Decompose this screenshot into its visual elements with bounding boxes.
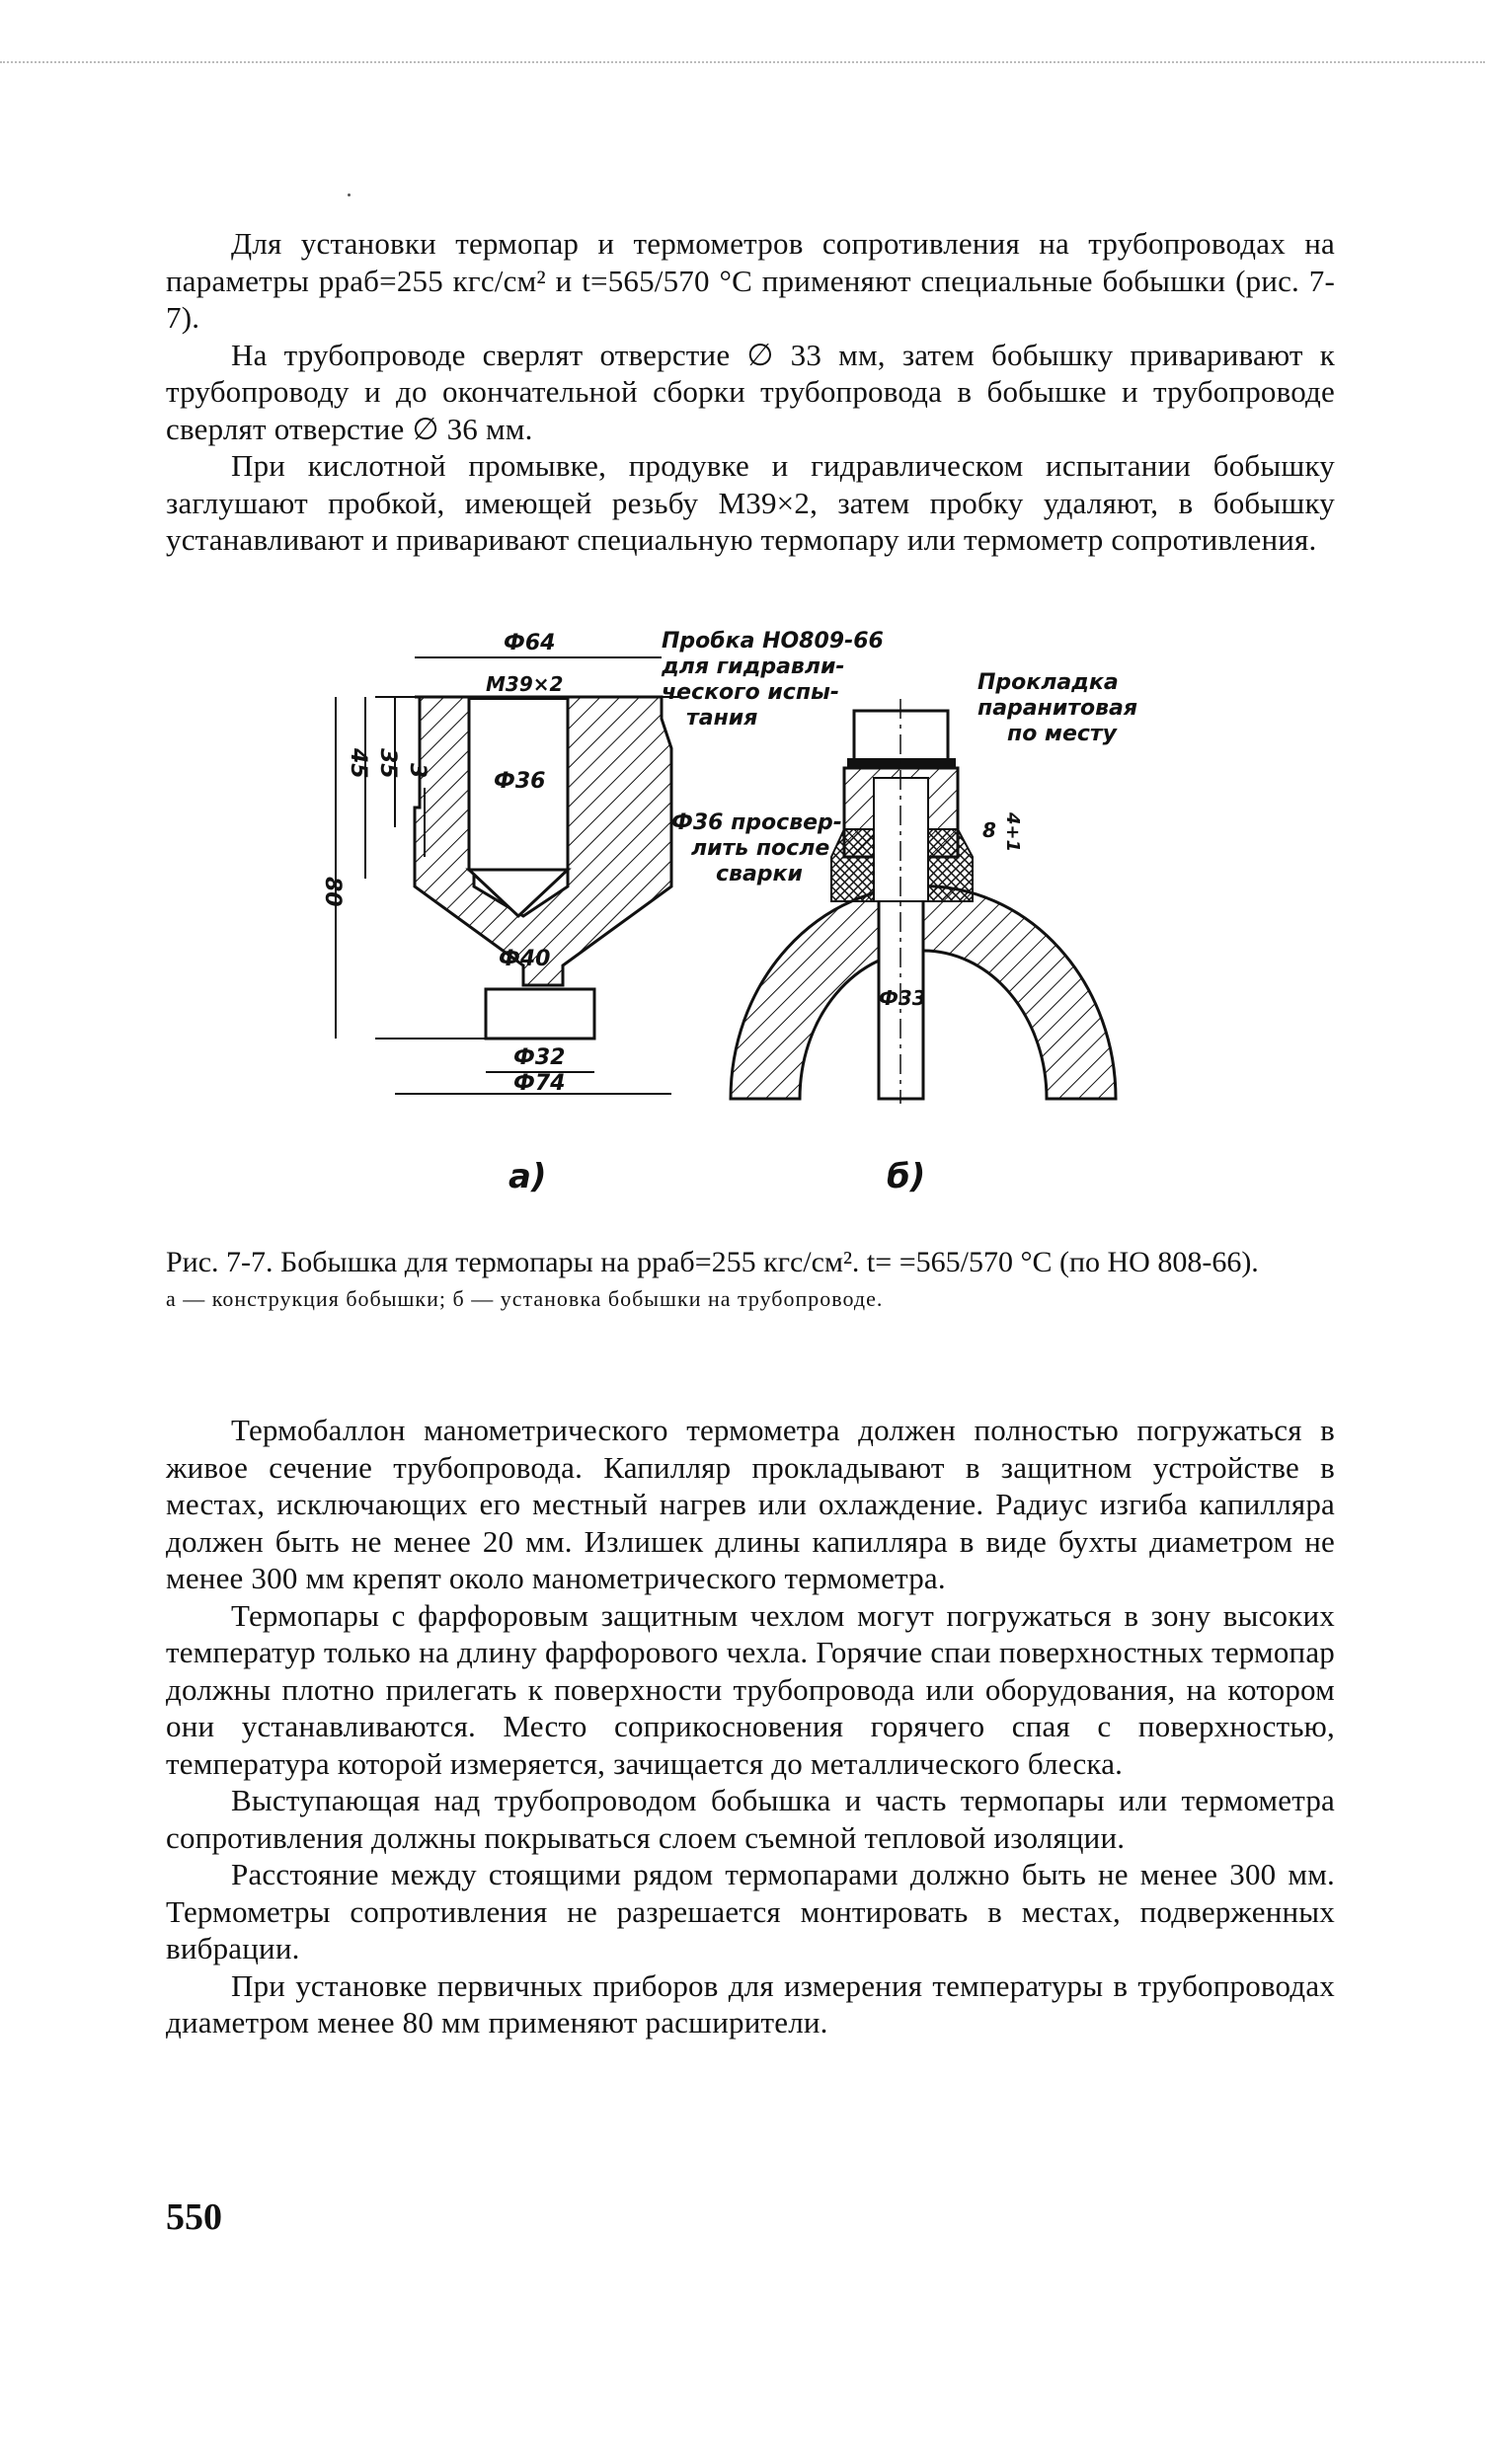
paragraph: Термобаллон манометрического термометра должен полностью погружаться в живое сечение трубопровода. Капилляр прокладывают в защитном устройстве в местах, исключающих его местный нагрев или охлаждение. Радиус изгиба капилляра должен быть не менее 20 мм. Излишек длины капилляра в виде бухты диаметром не менее 300 мм крепят около манометрического термометра.: [166, 1413, 1335, 1595]
intro-text: [166, 225, 1335, 559]
figure-7-7: [227, 620, 1392, 1212]
dim-h45: 45: [346, 748, 370, 779]
scan-artifact-line: [0, 61, 1485, 65]
page-number: 550: [166, 2196, 222, 2238]
plug-note-1: Пробка НО809-66: [662, 629, 884, 654]
boss-installation-b: [661, 629, 1137, 1196]
caption-subtitle: а — конструкция бобышки; б — установка бобышки на трубопроводе.: [166, 1286, 884, 1311]
paragraph: Расстояние между стоящими рядом термопарами должно быть не менее 300 мм. Термометры сопротивления не разрешается монтировать в местах, подверженных вибрации.: [166, 1857, 1335, 1965]
dim-w8: 8: [982, 818, 996, 842]
paragraph: Для установки термопар и термометров сопротивления на трубопроводах на параметры pраб=255 кгс/см² и t=565/570 °С применяют специальные бобышки (рис. 7-7).: [166, 226, 1335, 335]
drill-note-2: лить после: [691, 836, 830, 861]
dim-h4: 4+1: [1002, 812, 1023, 853]
dim-d32: Ф32: [513, 1045, 566, 1070]
part-b-label: б): [887, 1157, 926, 1196]
dim-d33: Ф33: [879, 986, 926, 1010]
plug-note-4: тания: [686, 706, 758, 731]
dim-d74: Ф74: [513, 1071, 566, 1096]
gasket-note-2: паранитовая: [977, 696, 1138, 721]
plug-note-3: ческого испы-: [662, 680, 840, 705]
drill-note-3: сварки: [716, 862, 803, 886]
paragraph: На трубопроводе сверлят отверстие ∅ 33 мм, затем бобышку приваривают к трубопроводу и до окончательной сборки трубопровода в бобышке и трубопроводе сверлят отверстие ∅ 36 мм.: [166, 337, 1335, 446]
dim-h35: 35: [375, 748, 400, 779]
drill-note-1: Ф36 просвер-: [671, 810, 842, 835]
dim-h3: 3: [405, 763, 430, 779]
dim-d64: Ф64: [504, 631, 556, 655]
part-a-label: а): [508, 1157, 547, 1196]
dim-d36: Ф36: [494, 769, 546, 794]
gasket-note-3: по месту: [1007, 722, 1118, 746]
paragraph: При кислотной промывке, продувке и гидравлическом испытании бобышку заглушают пробкой, имеющей резьбу М39×2, затем пробку удаляют, в бобышку устанавливают и приваривают специальную термопару или термометр сопротивления.: [166, 448, 1335, 557]
caption-title: Рис. 7-7. Бобышка для термопары на pраб=255 кгс/см². t= =565/570 °С (по НО 808-66).: [166, 1246, 1259, 1278]
paragraph: При установке первичных приборов для измерения температуры в трубопроводах диаметром менее 80 мм применяют расширители.: [166, 1967, 1335, 2040]
scan-dot: [348, 193, 351, 196]
plug-note-2: для гидравли-: [662, 654, 845, 679]
dim-h80: 80: [320, 877, 345, 907]
paragraph: Выступающая над трубопроводом бобышка и часть термопары или термометра сопротивления должны покрываться слоем съемной тепловой изоляции.: [166, 1783, 1335, 1855]
gasket-note-1: Прокладка: [977, 670, 1119, 695]
boss-section-a: [320, 631, 681, 1196]
dim-m39: М39×2: [486, 672, 564, 696]
main-text: [166, 1412, 1335, 2041]
paragraph: Термопары с фарфоровым защитным чехлом могут погружаться в зону высоких температур только на длину фарфорового чехла. Горячие спаи поверхностных термопар должны плотно прилегать к поверхности трубопровода или оборудования, на котором они устанавливаются. Место соприкосновения горячего спая с поверхностью, температура которой измеряется, зачищается до металлического блеска.: [166, 1597, 1335, 1781]
dim-d40: Ф40: [499, 947, 551, 971]
figure-caption: [166, 1246, 1335, 1315]
